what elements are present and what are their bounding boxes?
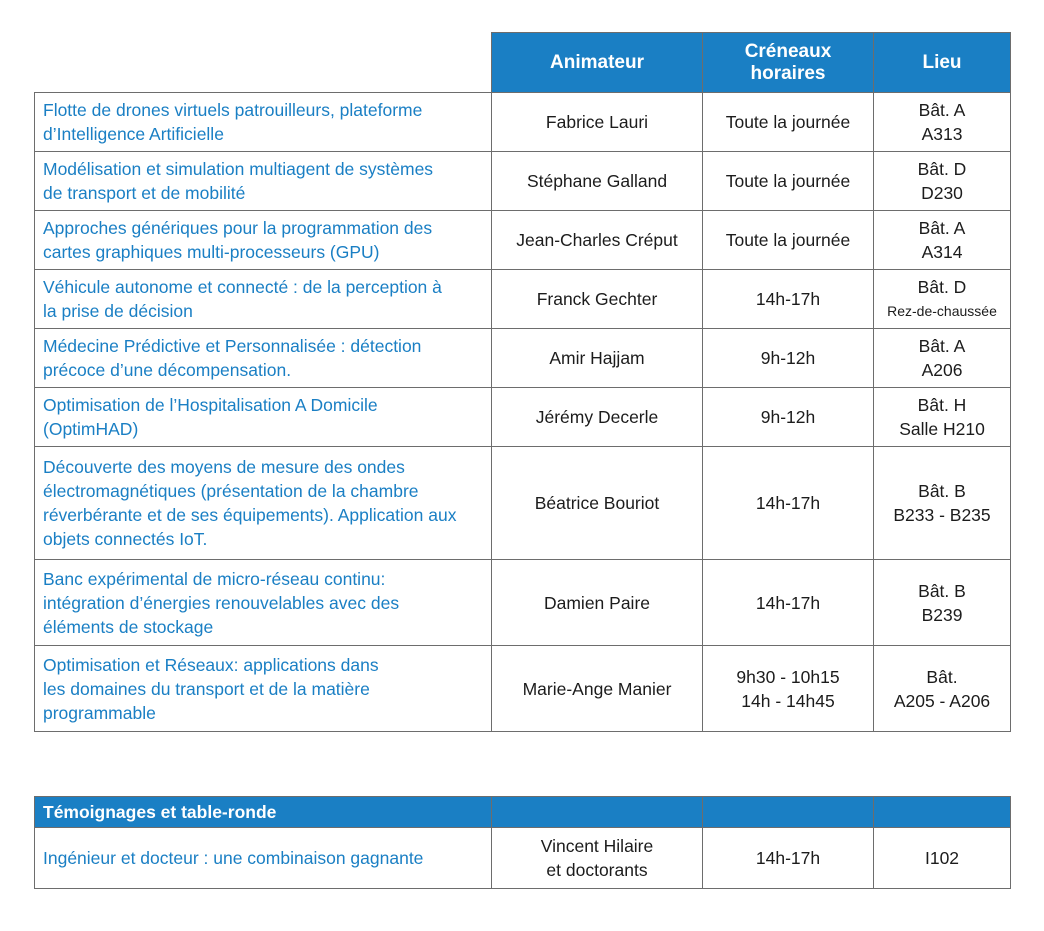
topic-cell — [35, 646, 492, 732]
creneaux-cell — [703, 828, 874, 889]
animateur-cell — [492, 152, 703, 211]
topic-cell-line: électromagnétiques (présentation de la chambre — [43, 481, 419, 501]
creneaux-cell — [703, 560, 874, 646]
topic-cell-line: les domaines du transport et de la matière — [43, 678, 370, 699]
creneaux-cell — [703, 329, 874, 388]
table-row — [35, 93, 1011, 152]
creneaux-cell — [703, 270, 874, 329]
topic-cell-line: éléments de stockage — [43, 616, 214, 637]
topic-cell — [35, 93, 492, 152]
testimony-table — [34, 796, 1011, 889]
header-blank — [35, 33, 492, 93]
topic-cell-line: cartes graphiques multi-processeurs (GPU) — [43, 242, 380, 262]
lieu-cell — [874, 93, 1011, 152]
creneaux-cell — [703, 646, 874, 732]
lieu-cell — [874, 447, 1011, 560]
lieu-cell — [874, 560, 1011, 646]
topic-cell-line: Modélisation et simulation multiagent de systèmes — [43, 159, 434, 179]
topic-cell-line: la prise de décision — [43, 301, 193, 321]
topic-cell-line: Approches génériques pour la programmation des — [43, 218, 433, 238]
lieu-cell — [874, 388, 1011, 447]
animateur-cell — [492, 211, 703, 270]
header-creneaux-line: Créneaux — [744, 40, 832, 62]
table-row — [35, 646, 1011, 732]
topic-cell — [35, 152, 492, 211]
topic-cell — [35, 828, 492, 889]
animateur-cell-line: Amir Hajjam — [549, 348, 645, 368]
table-row — [35, 270, 1011, 329]
animateur-cell-line: et doctorants — [546, 860, 648, 880]
animateur-cell — [492, 560, 703, 646]
topic-cell-line: (OptimHAD) — [43, 419, 139, 439]
animateur-cell-line: Marie-Ange Manier — [522, 678, 672, 699]
animateur-cell — [492, 388, 703, 447]
creneaux-cell-line: Toute la journée — [725, 112, 851, 132]
creneaux-cell-line: 14h - 14h45 — [741, 690, 835, 711]
topic-cell-line: Optimisation de l’Hospitalisation A Domicile — [43, 395, 378, 415]
table-row — [35, 828, 1011, 889]
lieu-cell-line: I102 — [924, 848, 960, 868]
animateur-cell — [492, 93, 703, 152]
creneaux-cell-line: 9h30 - 10h15 — [736, 666, 840, 687]
lieu-cell — [874, 329, 1011, 388]
lieu-cell-line: Rez-de-chaussée — [887, 303, 997, 319]
creneaux-cell-line: Toute la journée — [725, 171, 851, 191]
section2-header-row — [35, 797, 1011, 828]
lieu-cell-line: Bât. B — [918, 481, 966, 501]
header-lieu: Lieu — [874, 33, 1011, 93]
lieu-cell-line: Bât. B — [918, 580, 966, 601]
creneaux-cell — [703, 388, 874, 447]
lieu-cell-line: A205 - A206 — [893, 690, 991, 711]
animateur-cell-line: Fabrice Lauri — [545, 112, 649, 132]
lieu-cell-line: B239 — [921, 604, 963, 625]
topic-cell — [35, 447, 492, 560]
lieu-cell-line: Bât. A — [918, 218, 966, 238]
creneaux-cell-line: 14h-17h — [755, 592, 821, 613]
section2-header-empty — [874, 797, 1011, 828]
section2-title: Témoignages et table-ronde — [35, 797, 492, 828]
header-animateur: Animateur — [492, 33, 703, 93]
animateur-cell — [492, 270, 703, 329]
animateur-cell — [492, 447, 703, 560]
table-row — [35, 560, 1011, 646]
creneaux-cell — [703, 211, 874, 270]
creneaux-cell — [703, 93, 874, 152]
creneaux-cell-line: 9h-12h — [760, 407, 816, 427]
table-row — [35, 211, 1011, 270]
lieu-cell-line: Bât. A — [918, 100, 966, 120]
animateur-cell-line: Vincent Hilaire — [540, 836, 654, 856]
animateur-cell-line: Stéphane Galland — [526, 171, 668, 191]
creneaux-cell-line: 14h-17h — [755, 493, 821, 513]
creneaux-cell-line: 9h-12h — [760, 348, 816, 368]
animateur-cell-line: Jean-Charles Créput — [516, 230, 678, 250]
lieu-cell-line: Bât. D — [917, 159, 967, 179]
animateur-cell-line: Damien Paire — [543, 592, 651, 613]
creneaux-cell-line: Toute la journée — [725, 230, 851, 250]
table-row — [35, 152, 1011, 211]
table-row — [35, 329, 1011, 388]
workshop-table — [34, 32, 1011, 732]
topic-cell-line: réverbérante et de ses équipements). Application aux — [43, 505, 457, 525]
lieu-cell — [874, 270, 1011, 329]
topic-cell-line: Flotte de drones virtuels patrouilleurs, plateforme — [43, 100, 423, 120]
animateur-cell-line: Béatrice Bouriot — [534, 493, 660, 513]
lieu-cell-line: Bât. A — [918, 336, 966, 356]
topic-cell-line: Optimisation et Réseaux: applications dans — [43, 654, 379, 675]
lieu-cell-line: Bât. — [926, 666, 958, 687]
topic-cell-line: précoce d’une décompensation. — [43, 360, 292, 380]
topic-cell — [35, 211, 492, 270]
topic-cell-line: programmable — [43, 702, 156, 723]
animateur-cell — [492, 646, 703, 732]
topic-cell-line: Médecine Prédictive et Personnalisée : détection — [43, 336, 422, 356]
creneaux-cell — [703, 447, 874, 560]
animateur-cell — [492, 329, 703, 388]
animateur-cell-line: Franck Gechter — [536, 289, 658, 309]
lieu-cell-line: Bât. H — [917, 395, 967, 415]
lieu-cell — [874, 211, 1011, 270]
topic-cell-line: Découverte des moyens de mesure des ondes — [43, 457, 405, 477]
topic-cell-line: intégration d’énergies renouvelables avec des — [43, 592, 400, 613]
lieu-cell-line: A313 — [921, 124, 963, 144]
header-creneaux-line: horaires — [750, 62, 826, 84]
lieu-cell — [874, 828, 1011, 889]
animateur-cell-line: Jérémy Decerle — [535, 407, 659, 427]
table-row — [35, 388, 1011, 447]
header-creneaux — [703, 33, 874, 93]
creneaux-cell-line: 14h-17h — [755, 289, 821, 309]
lieu-cell-line: A314 — [921, 242, 963, 262]
topic-cell — [35, 560, 492, 646]
topic-cell — [35, 388, 492, 447]
lieu-cell — [874, 646, 1011, 732]
topic-cell-line: Ingénieur et docteur : une combinaison gagnante — [43, 848, 424, 868]
lieu-cell-line: Salle H210 — [899, 419, 985, 439]
header-row — [35, 33, 1011, 93]
topic-cell-line: Véhicule autonome et connecté : de la perception à — [43, 277, 442, 297]
section2-header-empty — [703, 797, 874, 828]
topic-cell — [35, 329, 492, 388]
topic-cell-line: d’Intelligence Artificielle — [43, 124, 224, 144]
topic-cell — [35, 270, 492, 329]
lieu-cell-line: D230 — [921, 183, 963, 203]
lieu-cell-line: Bât. D — [917, 277, 967, 297]
creneaux-cell-line: 14h-17h — [755, 848, 821, 868]
animateur-cell — [492, 828, 703, 889]
lieu-cell — [874, 152, 1011, 211]
lieu-cell-line: B233 - B235 — [893, 505, 991, 525]
topic-cell-line: objets connectés IoT. — [43, 529, 208, 549]
section2-header-empty — [492, 797, 703, 828]
table-row — [35, 447, 1011, 560]
creneaux-cell — [703, 152, 874, 211]
lieu-cell-line: A206 — [921, 360, 963, 380]
topic-cell-line: de transport et de mobilité — [43, 183, 246, 203]
topic-cell-line: Banc expérimental de micro-réseau continu: — [43, 568, 386, 589]
